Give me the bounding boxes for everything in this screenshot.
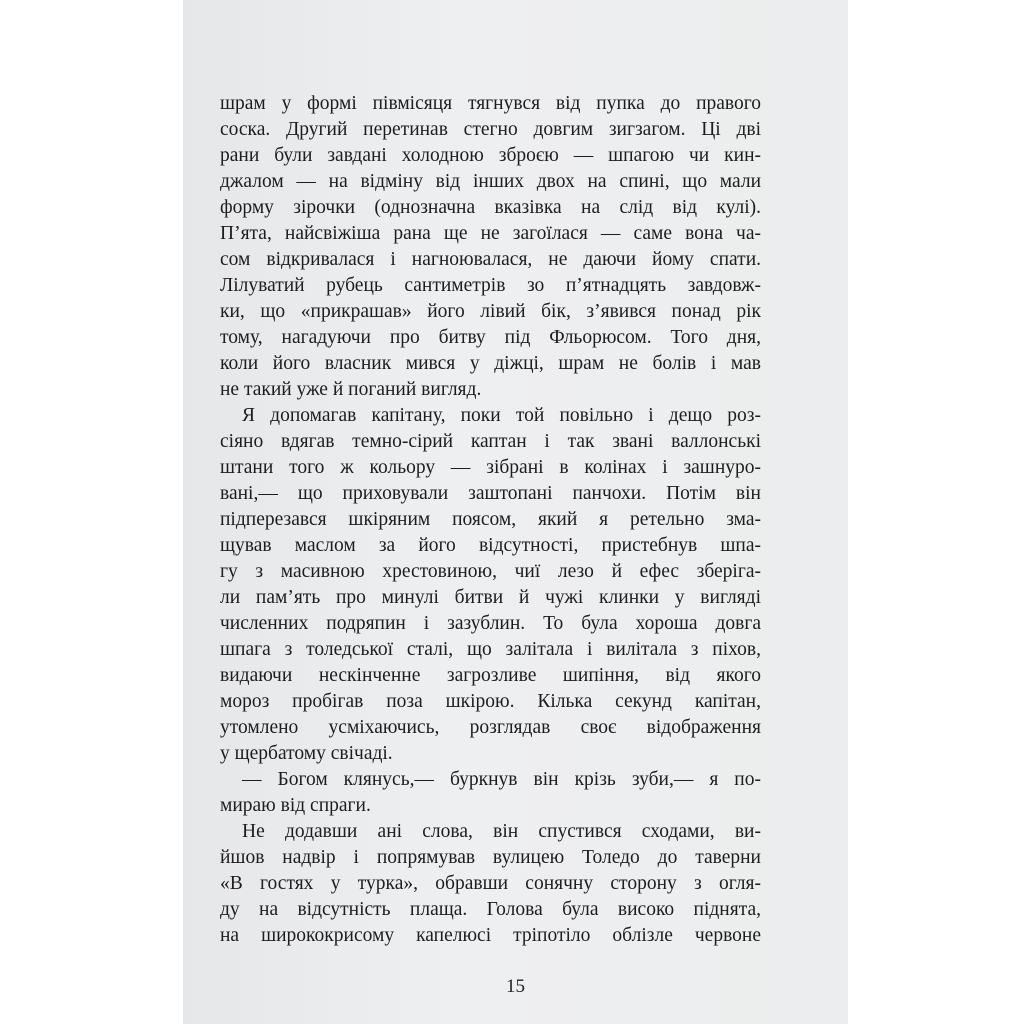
text-line: видаючи нескінченне загрозливе шипіння, від якого: [220, 665, 761, 686]
text-line: Я допомагав капітану, поки той повільно і дещо роз-: [242, 405, 761, 426]
text-line: на ширококрисому капелюсі тріпотіло облізле червоне: [220, 925, 761, 946]
text-line: ду на відсутність плаща. Голова була високо піднята,: [220, 899, 761, 920]
text-line: Лілуватий рубець сантиметрів зо п’ятнадцять завдовж-: [220, 275, 761, 296]
text-line: йшов надвір і попрямував вулицею Толедо до таверни: [220, 847, 761, 868]
text-line: підперезався шкіряним поясом, який я ретельно зма-: [220, 509, 761, 530]
text-line: тому, нагадуючи про битву під Фльорюсом. Того дня,: [220, 327, 761, 348]
text-line: щував маслом за його відсутності, пристебнув шпа-: [220, 535, 761, 556]
text-line: П’ята, найсвіжіша рана ще не загоїлася — саме вона ча-: [220, 223, 761, 244]
text-line: — Богом клянусь,— буркнув він крізь зуби,— я по-: [242, 769, 761, 790]
text-line: ки, що «прикрашав» його лівий бік, з’явився понад рік: [220, 301, 761, 322]
text-line: утомлено усміхаючись, розглядав своє відображення: [220, 717, 761, 738]
text-line: шпага з толедської сталі, що залітала і вилітала з піхов,: [220, 639, 761, 660]
text-line: штани того ж кольору — зібрані в колінах і зашнуро-: [220, 457, 761, 478]
text-line: «В гостях у турка», обравши сонячну сторону з огля-: [220, 873, 761, 894]
text-line: шрам у формі півмісяця тягнувся від пупка до правого: [220, 93, 761, 114]
text-line: сіяно вдягав темно-сірий каптан і так звані валлонські: [220, 431, 761, 452]
text-line: численних подряпин і зазублин. То була хороша довга: [220, 613, 761, 634]
text-line: форму зірочки (однозначна вказівка на слід від кулі).: [220, 197, 761, 218]
text-line: соска. Другий перетинав стегно довгим зигзагом. Ці дві: [220, 119, 761, 140]
text-line: мираю від спраги.: [220, 795, 371, 816]
body-text: [220, 91, 761, 949]
text-line: сом відкривалася і нагноювалася, не даючи йому спати.: [220, 249, 761, 270]
text-line: рани були завдані холодною зброєю — шпагою чи кин-: [220, 145, 761, 166]
text-line: коли його власник мився у діжці, шрам не болів і мав: [220, 353, 761, 374]
text-line: гу з масивною хрестовиною, чиї лезо й ефес зберіга-: [220, 561, 761, 582]
text-line: мороз пробігав поза шкірою. Кілька секунд капітан,: [220, 691, 761, 712]
text-line: джалом — на відміну від інших двох на спині, що мали: [220, 171, 761, 192]
text-line: ли пам’ять про минулі битви й чужі клинки у вигляді: [220, 587, 761, 608]
text-line: у щербатому свічаді.: [220, 743, 393, 764]
text-line: Не додавши ані слова, він спустився сходами, ви-: [242, 821, 761, 842]
text-line: вані,— що приховували заштопані панчохи. Потім він: [220, 483, 761, 504]
book-page: [183, 0, 848, 1024]
text-line: не такий уже й поганий вигляд.: [220, 379, 482, 400]
page-number: 15: [506, 976, 525, 997]
